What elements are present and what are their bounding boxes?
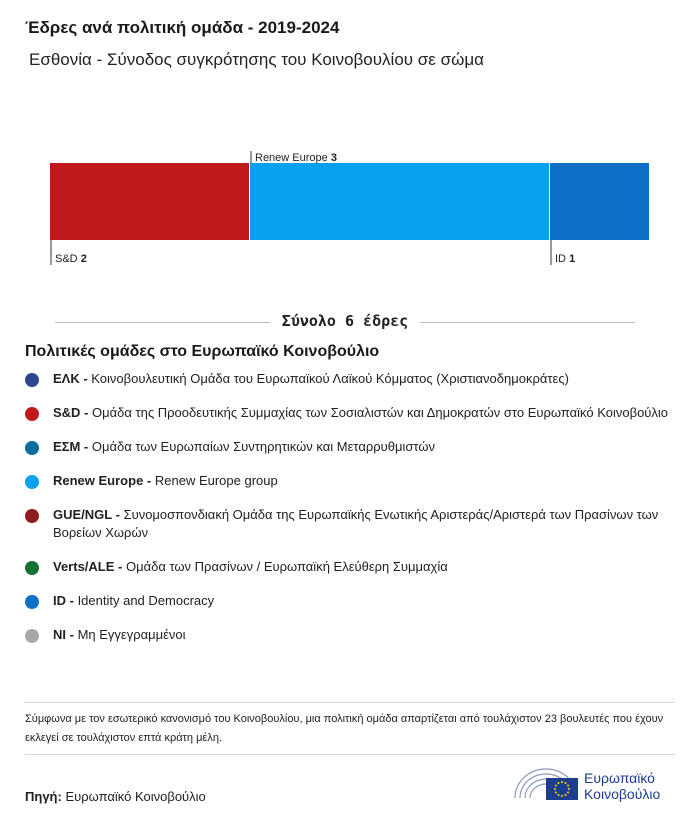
legend-text — [53, 558, 675, 576]
logo-text-line-2: Κοινοβούλιο — [584, 786, 661, 802]
legend-text — [53, 370, 675, 388]
legend-name: Ομάδα των Πρασίνων / Ευρωπαϊκή Ελεύθερη Συμμαχία — [125, 559, 448, 574]
bar-segment — [550, 163, 649, 240]
legend-name: Συνομοσπονδιακή Ομάδα της Ευρωπαϊκής Ενωτικής Αριστεράς/Αριστερά των Πρασίνων των Βορείων Χωρών — [53, 507, 659, 540]
legend-abbr: Verts/ALE - — [53, 559, 126, 574]
legend-abbr: S&D - — [53, 405, 92, 420]
note-divider-bottom — [25, 754, 675, 755]
legend-item — [25, 592, 675, 610]
legend-name: Renew Europe group — [154, 473, 278, 488]
legend-name: Κοινοβουλευτική Ομάδα του Ευρωπαϊκού Λαϊκού Κόμματος (Χριστιανοδημοκράτες) — [91, 371, 569, 386]
bar-label: S&D 2 — [55, 253, 87, 265]
legend-dot — [25, 373, 39, 387]
legend-item — [25, 438, 675, 456]
source — [25, 789, 206, 804]
seat-bar-chart — [0, 140, 700, 280]
legend-item — [25, 506, 675, 542]
legend-abbr: ΕΛΚ - — [53, 371, 92, 386]
legend-abbr: NI - — [53, 627, 78, 642]
legend — [25, 370, 675, 644]
legend-text — [53, 438, 675, 456]
legend-name: Ομάδα της Προοδευτικής Συμμαχίας των Σοσιαλιστών και Δημοκρατών στο Ευρωπαϊκό Κοινοβούλιο — [92, 405, 669, 420]
legend-dot — [25, 475, 39, 489]
legend-abbr: Renew Europe - — [53, 473, 155, 488]
legend-abbr: ID - — [53, 593, 78, 608]
legend-name: Μη Εγγεγραμμένοι — [77, 627, 186, 642]
total-divider-right — [420, 322, 635, 323]
legend-title: Πολιτικές ομάδες στο Ευρωπαϊκό Κοινοβούλιο — [25, 343, 380, 360]
legend-text — [53, 404, 675, 422]
logo-text-line-1: Ευρωπαϊκό — [584, 770, 655, 786]
bar-label: Renew Europe 3 — [255, 152, 337, 164]
chart-title: Έδρες ανά πολιτική ομάδα - 2019-2024 — [25, 18, 340, 37]
bar-segment — [250, 163, 549, 240]
legend-text — [53, 506, 675, 542]
legend-text — [53, 472, 675, 490]
bar-label: ID 1 — [555, 253, 576, 265]
legend-item — [25, 370, 675, 388]
legend-dot — [25, 629, 39, 643]
chart-subtitle: Εσθονία - Σύνοδος συγκρότησης του Κοινοβουλίου σε σώμα — [29, 50, 484, 69]
total-seats-label: Σύνολο 6 έδρες — [281, 312, 409, 330]
legend-name: Ομάδα των Ευρωπαίων Συντηρητικών και Μεταρρυθμιστών — [91, 439, 435, 454]
legend-dot — [25, 441, 39, 455]
legend-dot — [25, 561, 39, 575]
legend-item — [25, 626, 675, 644]
legend-item — [25, 472, 675, 490]
logo-text — [584, 770, 660, 802]
legend-text — [53, 592, 675, 610]
footnote: Σύμφωνα με τον εσωτερικό κανονισμό του Κοινοβουλίου, μια πολιτική ομάδα απαρτίζεται από τουλάχιστον 23 βουλευτές που έχουν εκλεγεί σε τουλάχιστον επτά κράτη μέλη. — [25, 713, 664, 744]
legend-abbr: ΕΣΜ - — [53, 439, 92, 454]
note-divider-top — [25, 702, 675, 703]
source-label: Πηγή: — [25, 789, 62, 804]
legend-dot — [25, 407, 39, 421]
legend-name: Identity and Democracy — [77, 593, 215, 608]
legend-dot — [25, 509, 39, 523]
legend-item — [25, 558, 675, 576]
legend-abbr: GUE/NGL - — [53, 507, 124, 522]
total-seats — [55, 312, 635, 332]
legend-item — [25, 404, 675, 422]
legend-text — [53, 626, 675, 644]
bar-segment — [50, 163, 249, 240]
source-value: Ευρωπαϊκό Κοινοβούλιο — [65, 789, 206, 804]
legend-dot — [25, 595, 39, 609]
